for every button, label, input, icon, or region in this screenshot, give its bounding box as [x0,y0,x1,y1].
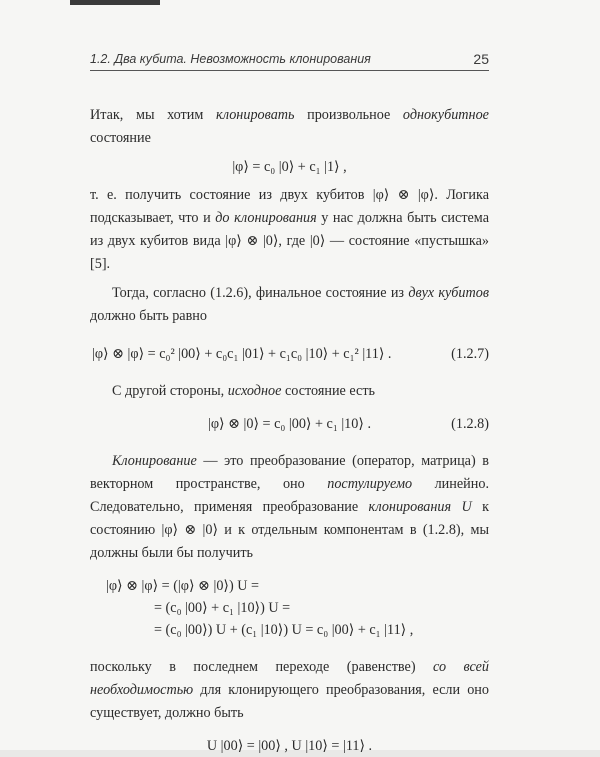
equation-1-2-7 [90,343,489,365]
text-span: С другой стороны, [112,383,228,399]
top-edge-mark [70,0,160,5]
text-span: к состоянию |φ⟩ ⊗ |0⟩ и к отдельным компонентам в (1.2.8), мы должны были бы получить [90,499,489,561]
paragraph-2 [90,184,489,276]
equation-text: |φ⟩ = c₀ |0⟩ + c₁ |1⟩ , [232,159,347,175]
emphasis: однокубитное [402,107,489,123]
emphasis: Клонирование [112,453,197,469]
equation-line: = (c₀ |00⟩) U + (c₁ |10⟩) U = c₀ |00⟩ + c₁ |11⟩ , [154,622,414,638]
text-span: для клонирующего преобразования, если оно существует, должно быть [90,682,489,721]
equation-number: (1.2.8) [451,416,489,432]
equation-phi [90,156,489,178]
equation-unitary-action [90,735,489,757]
paragraph-1 [90,104,489,150]
paragraph-3 [90,282,489,328]
running-head [90,52,489,66]
text-span: должно быть равно [90,308,207,324]
equation-line: = (c₀ |00⟩ + c₁ |10⟩) U = [154,600,291,616]
text-span: Тогда, согласно (1.2.6), финальное состояние из [112,285,409,301]
page-number: 25 [473,51,489,67]
equation-line: |φ⟩ ⊗ |φ⟩ = (|φ⟩ ⊗ |0⟩) U = [106,578,260,594]
text-span: Итак, мы хотим [90,107,216,123]
text-span: т. е. получить состояние из двух кубитов |φ⟩ ⊗ |φ⟩. Логика подсказывает, что и [90,187,489,226]
emphasis: двух кубитов [408,285,489,301]
text-span: состояние [90,130,151,146]
equation-number: (1.2.7) [451,346,489,362]
text-span: поскольку в последнем переходе (равенстве) [90,659,434,675]
equation-text: |φ⟩ ⊗ |0⟩ = c₀ |00⟩ + c₁ |10⟩ . [207,416,371,432]
text-span: линейно. Следовательно, применяя преобразование [90,476,489,515]
text-span: состояние есть [281,383,376,399]
equation-1-2-8 [90,413,489,435]
equation-text: |φ⟩ ⊗ |φ⟩ = c₀² |00⟩ + c₀c₁ |01⟩ + c₁c₀ |10⟩ + c₁² |11⟩ . [92,346,392,362]
equation-cloning-derivation [90,575,489,641]
emphasis: со всей необходимостью [90,659,489,698]
text-span: — это преобразование (оператор, матрица) в векторном пространстве, оно [90,453,489,492]
equation-text: U |00⟩ = |00⟩ , U |10⟩ = |11⟩ . [206,738,373,754]
emphasis: постулируемо [327,476,413,492]
header-rule [90,70,489,71]
emphasis: исходное [227,383,282,399]
paragraph-5 [90,450,489,565]
emphasis: клонирования U [368,499,472,515]
paragraph-6 [90,656,489,725]
text-span: произвольное [294,107,403,123]
page-content [90,104,489,757]
paragraph-4 [90,380,489,403]
text-span: у нас должна быть система из двух кубитов вида |φ⟩ ⊗ |0⟩, где |0⟩ — состояние «пустышка» [5]. [90,210,489,272]
running-title: 1.2. Два кубита. Невозможность клонирования [90,52,371,66]
emphasis: клонировать [215,107,295,123]
emphasis: до клонирования [215,210,317,226]
